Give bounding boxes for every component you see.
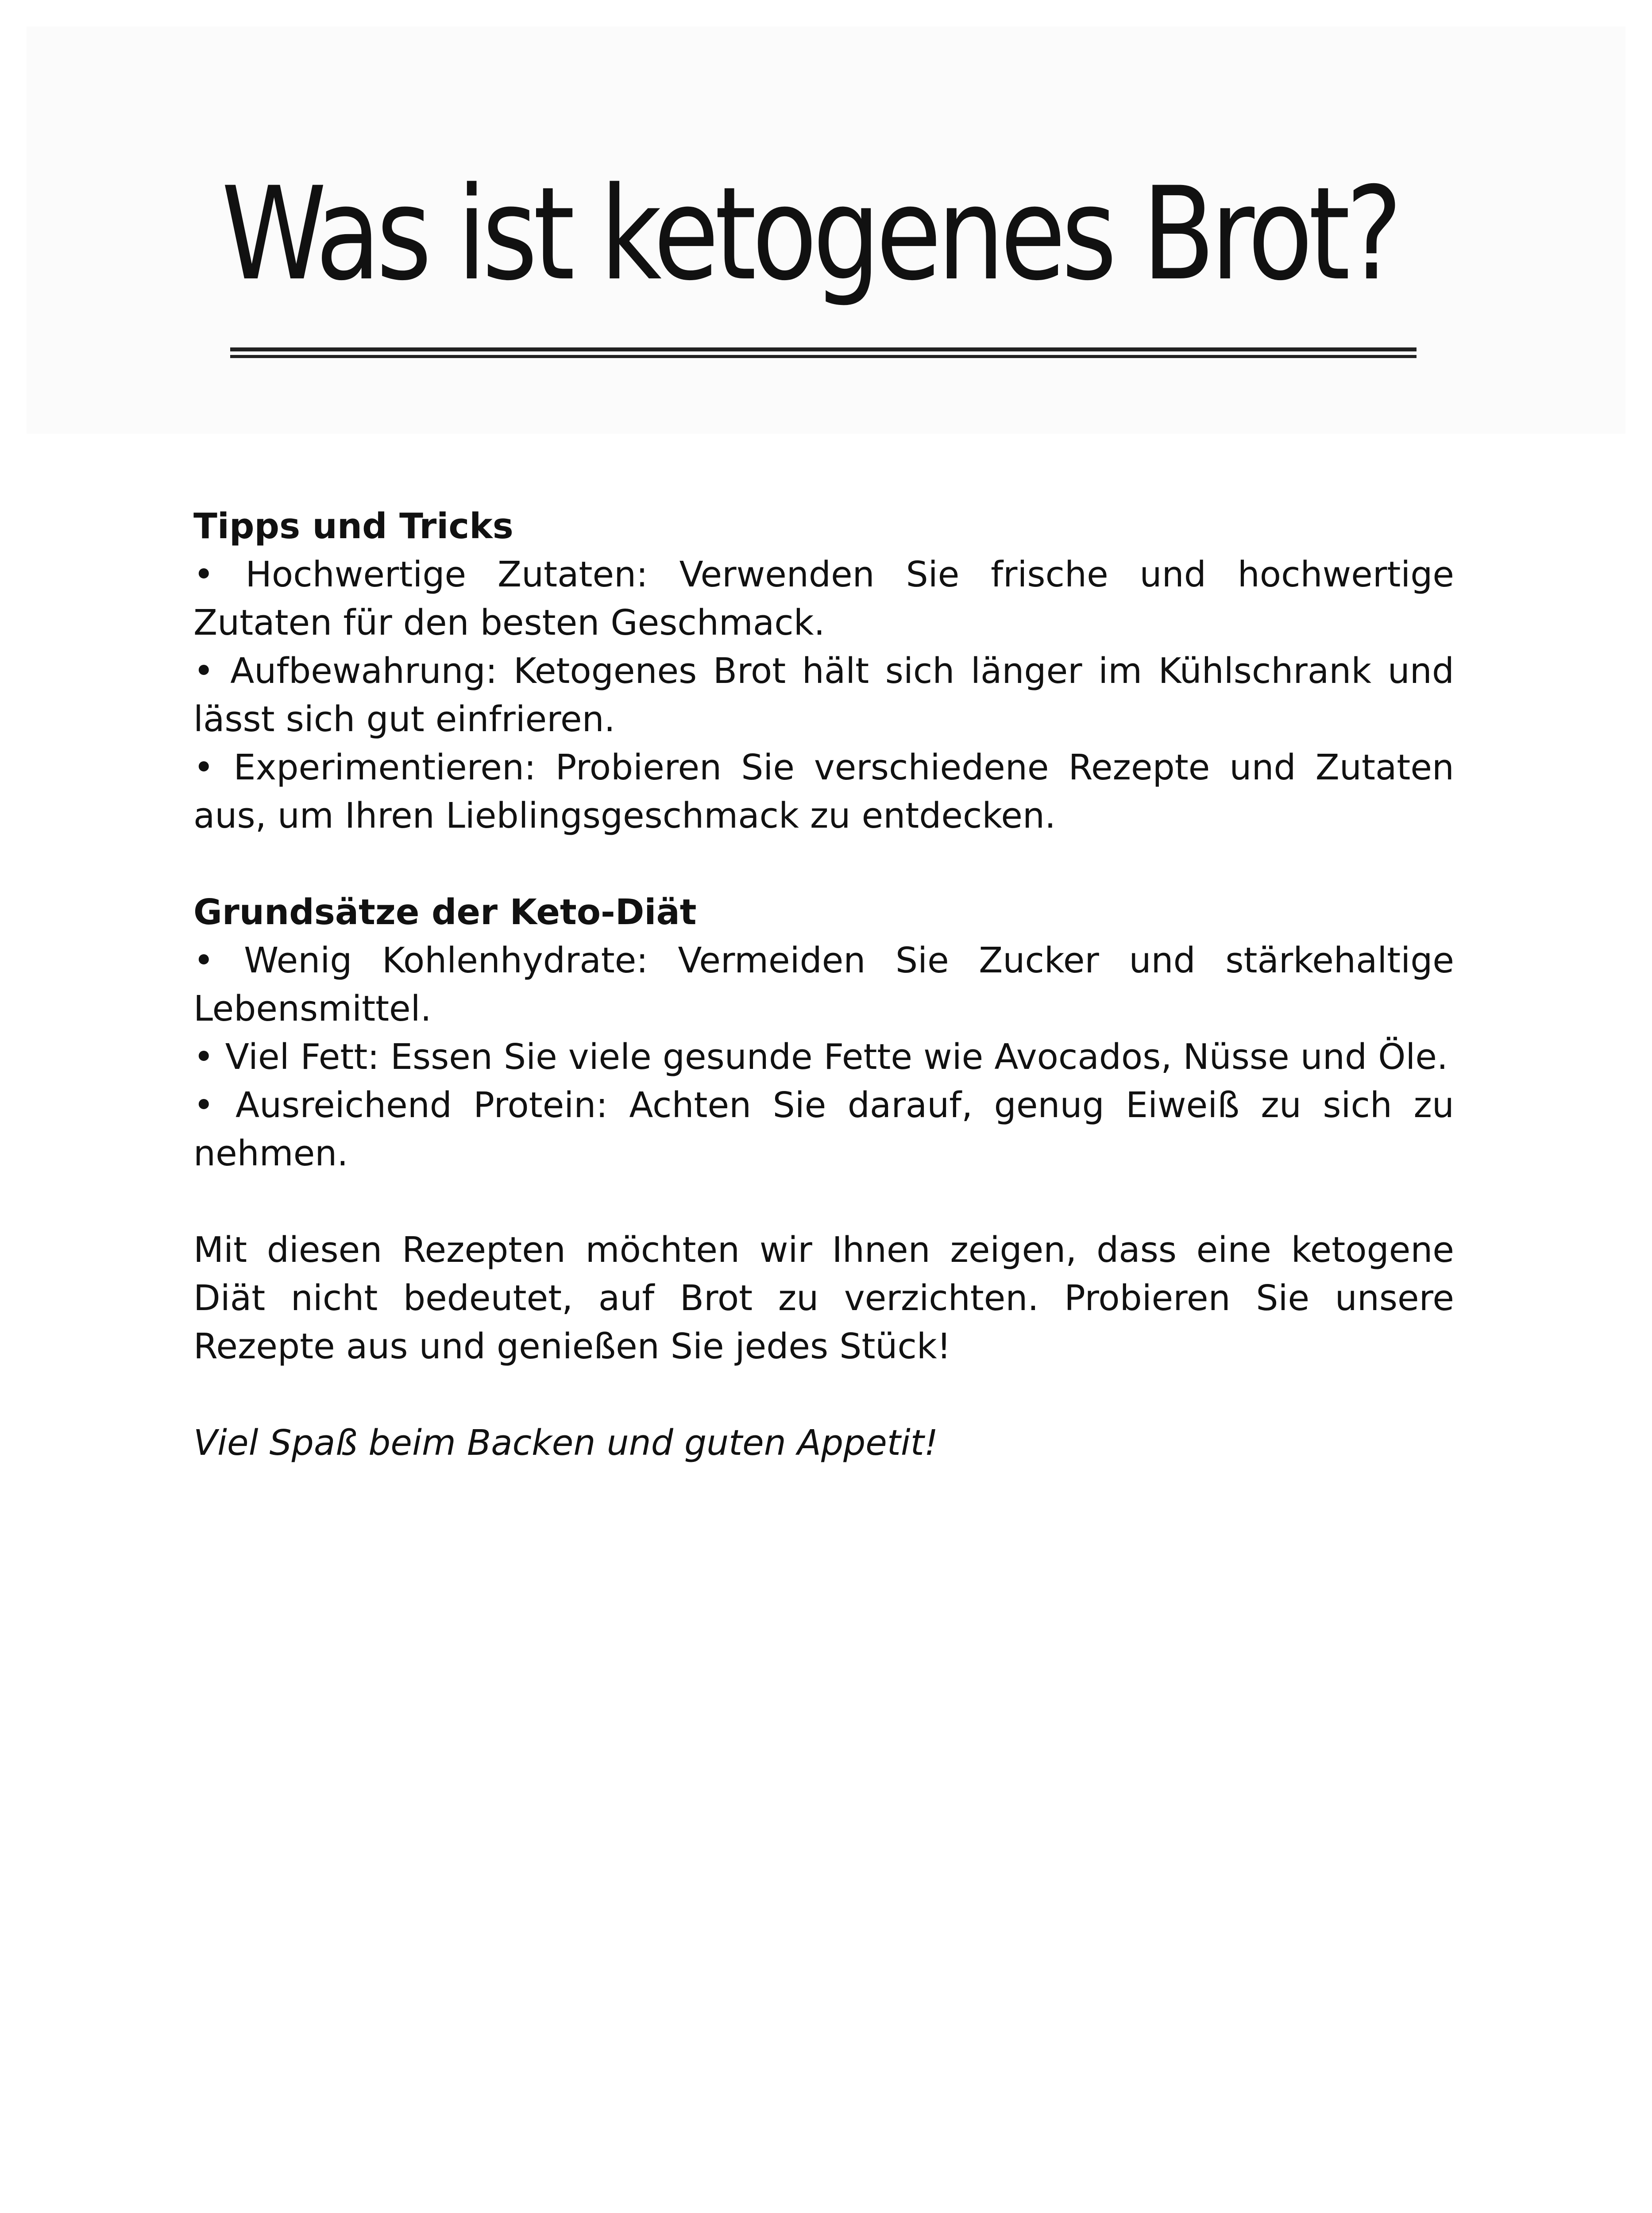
closing-line: Viel Spaß beim Backen und guten Appetit! bbox=[193, 1423, 938, 1463]
bullet-item: • Aufbewahrung: Ketogenes Brot hält sich länger im Kühlschrank und lässt sich gut einfrieren. bbox=[193, 651, 1454, 740]
title-double-rule bbox=[230, 347, 1417, 359]
bullet-item: • Experimentieren: Probieren Sie verschiedene Rezepte und Zutaten aus, um Ihren Lieblingsgeschmack zu entdecken. bbox=[193, 747, 1454, 836]
bullet-item: • Viel Fett: Essen Sie viele gesunde Fette wie Avocados, Nüsse und Öle. bbox=[193, 1037, 1448, 1077]
paragraph-spacer bbox=[193, 1178, 1454, 1226]
title-rule-line-bottom bbox=[230, 355, 1417, 358]
paragraph-spacer bbox=[193, 840, 1454, 888]
document-body bbox=[193, 502, 1454, 1467]
bullet-item: • Hochwertige Zutaten: Verwenden Sie frische und hochwertige Zutaten für den besten Geschmack. bbox=[193, 554, 1454, 643]
paragraph-spacer bbox=[193, 1371, 1454, 1419]
bullet-item: • Wenig Kohlenhydrate: Vermeiden Sie Zucker und stärkehaltige Lebensmittel. bbox=[193, 940, 1454, 1029]
section-heading-tips: Tipps und Tricks bbox=[193, 506, 513, 547]
bullet-item: • Ausreichend Protein: Achten Sie darauf, genug Eiweiß zu sich zu nehmen. bbox=[193, 1085, 1454, 1174]
title-rule-line-top bbox=[230, 347, 1417, 351]
section-heading-keto-principles: Grundsätze der Keto-Diät bbox=[193, 892, 697, 933]
page-title: Was ist ketogenes Brot? bbox=[221, 160, 1398, 309]
conclusion-paragraph: Mit diesen Rezepten möchten wir Ihnen zeigen, dass eine ketogene Diät nicht bedeutet, auf Brot zu verzichten. Probieren Sie unsere Rezepte aus und genießen Sie jedes Stück! bbox=[193, 1230, 1454, 1367]
